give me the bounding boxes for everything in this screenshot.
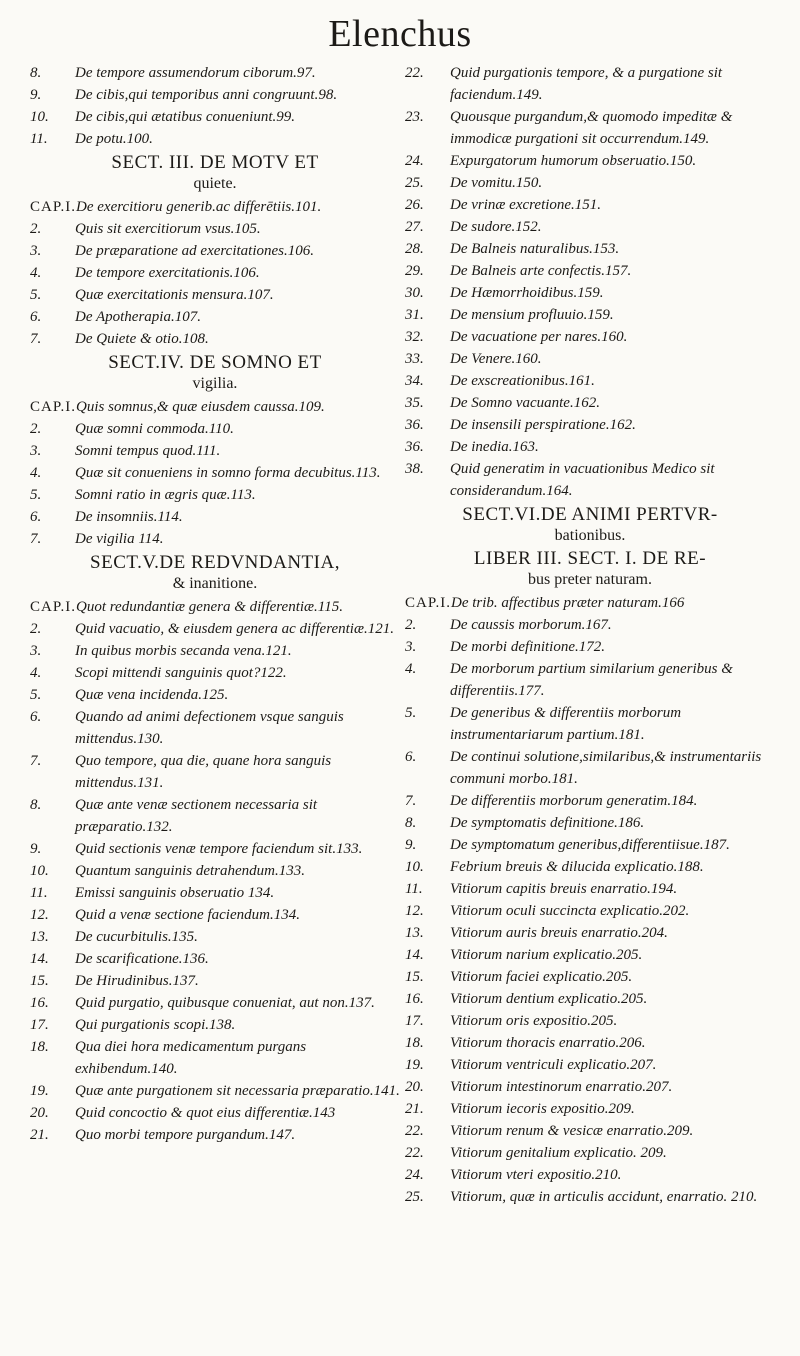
entry-title: Vitiorum faciei explicatio.205. <box>450 969 633 985</box>
page-title: Elenchus <box>328 13 472 55</box>
entry-title: Quis somnus,& quæ eiusdem caussa.109. <box>76 399 325 415</box>
entry-number: 20. <box>405 1079 424 1095</box>
toc-entry <box>405 260 775 282</box>
entry-number: 34. <box>405 373 424 389</box>
toc-entry <box>30 992 400 1014</box>
entry-number: CAP.I. <box>405 595 452 611</box>
toc-entry <box>30 306 400 328</box>
entry-number: 23. <box>405 109 424 125</box>
entry-number: 2. <box>405 617 417 633</box>
entry-title: Quid sectionis venæ tempore faciendum sit.133. <box>75 841 363 857</box>
toc-entry <box>405 414 775 436</box>
entry-title: De exercitioru generib.ac differētiis.101. <box>76 199 322 215</box>
entry-title: Qua diei hora medicamentum purgans exhibendum.140. <box>75 1039 307 1077</box>
toc-entry <box>30 84 400 106</box>
toc-entry <box>405 988 775 1010</box>
chapter-entry <box>405 592 775 614</box>
entry-number: 9. <box>30 841 42 857</box>
entry-title: Somni ratio in ægris quæ.113. <box>75 487 256 503</box>
entry-number: 18. <box>30 1039 49 1055</box>
toc-entry <box>30 1036 400 1080</box>
entry-number: 20. <box>30 1105 49 1121</box>
entry-title: Vitiorum genitalium explicatio. 209. <box>450 1145 667 1161</box>
entry-number: 21. <box>405 1101 424 1117</box>
entry-title: Vitiorum thoracis enarratio.206. <box>450 1035 646 1051</box>
entry-title: Expurgatorum humorum obseruatio.150. <box>450 153 697 169</box>
section-heading-continuation: & inanitione. <box>172 575 258 592</box>
toc-entry <box>30 882 400 904</box>
entry-number: 9. <box>405 837 417 853</box>
entry-title: De cucurbitulis.135. <box>75 929 198 945</box>
toc-entry <box>405 636 775 658</box>
entry-title: Qui purgationis scopi.138. <box>75 1017 236 1033</box>
entry-number: 14. <box>405 947 424 963</box>
toc-entry <box>405 790 775 812</box>
entry-title: De Venere.160. <box>450 351 542 367</box>
entry-number: 28. <box>405 241 424 257</box>
toc-entry <box>30 948 400 970</box>
entry-title: De vomitu.150. <box>450 175 543 191</box>
entry-number: 31. <box>405 307 424 323</box>
entry-title: Vitiorum narium explicatio.205. <box>450 947 643 963</box>
toc-entry <box>30 328 400 350</box>
entry-number: 12. <box>405 903 424 919</box>
entry-title: De symptomatis definitione.186. <box>450 815 645 831</box>
toc-entry <box>30 904 400 926</box>
toc-entry <box>30 484 400 506</box>
entry-number: 22. <box>405 1123 424 1139</box>
toc-entry <box>30 926 400 948</box>
chapter-entry <box>30 396 400 418</box>
entry-title: Quæ ante purgationem sit necessaria præparatio.141. <box>75 1083 400 1099</box>
entry-number: 5. <box>405 705 417 721</box>
entry-number: 7. <box>30 753 42 769</box>
entry-number: 11. <box>30 131 48 147</box>
entry-number: 3. <box>30 243 42 259</box>
entry-number: 5. <box>30 287 42 303</box>
section-heading: SECT.IV. DE SOMNO ET <box>108 352 322 373</box>
toc-entry <box>405 746 775 790</box>
chapter-entry <box>30 596 400 618</box>
toc-entry <box>405 458 775 502</box>
toc-entry <box>405 614 775 636</box>
entry-number: 2. <box>30 421 42 437</box>
entry-number: 5. <box>30 687 42 703</box>
entry-number: 4. <box>30 465 42 481</box>
toc-entry <box>30 240 400 262</box>
right-column <box>405 62 775 1208</box>
toc-entry <box>30 528 400 550</box>
entry-title: De tempore exercitationis.106. <box>75 265 260 281</box>
toc-entry <box>30 706 400 750</box>
entry-title: Quid concoctio & quot eius differentiæ.143 <box>75 1105 336 1121</box>
entry-title: Quid generatim in vacuationibus Medico sit considerandum.164. <box>450 461 715 499</box>
entry-title: Quid vacuatio, & eiusdem genera ac differentiæ.121. <box>75 621 394 637</box>
entry-number: 35. <box>405 395 424 411</box>
section-heading: SECT.VI.DE ANIMI PERTVR- <box>462 504 718 525</box>
entry-number: 30. <box>405 285 424 301</box>
entry-title: De inedia.163. <box>450 439 539 455</box>
entry-title: De exscreationibus.161. <box>450 373 595 389</box>
entry-title: Somni tempus quod.111. <box>75 443 221 459</box>
toc-entry <box>30 618 400 640</box>
entry-title: De Apotherapia.107. <box>75 309 201 325</box>
entry-number: 7. <box>30 531 42 547</box>
toc-entry <box>405 878 775 900</box>
entry-title: Quæ sit conueniens in somno forma decubitus.113. <box>75 465 381 481</box>
entry-title: De trib. affectibus præter naturam.166 <box>451 595 685 611</box>
toc-entry <box>405 150 775 172</box>
toc-entry <box>30 684 400 706</box>
entry-title: In quibus morbis secanda vena.121. <box>75 643 292 659</box>
toc-entry <box>405 172 775 194</box>
entry-number: CAP.I. <box>30 399 77 415</box>
toc-entry <box>30 1014 400 1036</box>
entry-number: 7. <box>30 331 42 347</box>
entry-number: 19. <box>405 1057 424 1073</box>
toc-entry <box>30 838 400 860</box>
entry-title: Febrium breuis & dilucida explicatio.188. <box>450 859 704 875</box>
toc-entry <box>405 238 775 260</box>
entry-title: De mensium profluuio.159. <box>450 307 614 323</box>
toc-entry <box>405 1076 775 1098</box>
entry-title: Quo morbi tempore purgandum.147. <box>75 1127 296 1143</box>
entry-number: 4. <box>30 265 42 281</box>
entry-number: 8. <box>405 815 417 831</box>
entry-number: 16. <box>405 991 424 1007</box>
entry-number: 6. <box>30 309 42 325</box>
entry-title: Vitiorum renum & vesicæ enarratio.209. <box>450 1123 694 1139</box>
entry-number: 15. <box>30 973 49 989</box>
toc-entry <box>405 1010 775 1032</box>
entry-title: De Balneis arte confectis.157. <box>450 263 632 279</box>
entry-title: Vitiorum auris breuis enarratio.204. <box>450 925 668 941</box>
entry-number: 36. <box>405 417 424 433</box>
entry-number: 22. <box>405 1145 424 1161</box>
entry-title: De symptomatum generibus,differentiisue.187. <box>450 837 730 853</box>
entry-number: 27. <box>405 219 424 235</box>
toc-entry <box>405 304 775 326</box>
entry-number: 3. <box>405 639 417 655</box>
entry-title: Vitiorum, quæ in articulis accidunt, enarratio. 210. <box>450 1189 758 1205</box>
entry-title: De generibus & differentiis morborum instrumentariarum partium.181. <box>450 705 682 743</box>
chapter-entry <box>30 196 400 218</box>
entry-number: 25. <box>405 1189 424 1205</box>
entry-number: 14. <box>30 951 49 967</box>
entry-title: De potu.100. <box>75 131 153 147</box>
toc-entry <box>30 640 400 662</box>
toc-entry <box>405 370 775 392</box>
toc-entry <box>30 662 400 684</box>
toc-entry <box>405 812 775 834</box>
toc-entry <box>405 1098 775 1120</box>
toc-entry <box>405 216 775 238</box>
entry-title: Quot redundantiæ genera & differentiæ.115. <box>76 599 343 615</box>
entry-number: 24. <box>405 153 424 169</box>
entry-title: Quæ vena incidenda.125. <box>75 687 229 703</box>
entry-number: CAP.I. <box>30 599 77 615</box>
entry-number: 2. <box>30 221 42 237</box>
section-heading-continuation: vigilia. <box>192 375 238 392</box>
toc-entry <box>30 262 400 284</box>
entry-number: 24. <box>405 1167 424 1183</box>
entry-number: 38. <box>405 461 424 477</box>
entry-number: 11. <box>405 881 423 897</box>
entry-number: 13. <box>405 925 424 941</box>
entry-number: 9. <box>30 87 42 103</box>
entry-title: De scarificatione.136. <box>75 951 209 967</box>
entry-title: De vacuatione per nares.160. <box>450 329 628 345</box>
entry-number: 8. <box>30 797 42 813</box>
toc-entry <box>405 392 775 414</box>
entry-number: 11. <box>30 885 48 901</box>
entry-number: 2. <box>30 621 42 637</box>
entry-title: Vitiorum oculi succincta explicatio.202. <box>450 903 690 919</box>
entry-title: Quousque purgandum,& quomodo impeditæ & immodicæ purgationi sit occurrendum.149. <box>450 109 733 147</box>
toc-entry <box>405 658 775 702</box>
toc-entry <box>30 418 400 440</box>
entry-title: De insensili perspiratione.162. <box>450 417 636 433</box>
entry-number: 32. <box>405 329 424 345</box>
entry-number: 36. <box>405 439 424 455</box>
toc-entry <box>405 282 775 304</box>
entry-number: 4. <box>405 661 417 677</box>
entry-number: 16. <box>30 995 49 1011</box>
entry-title: Vitiorum capitis breuis enarratio.194. <box>450 881 678 897</box>
toc-entry <box>30 1102 400 1124</box>
entry-number: 26. <box>405 197 424 213</box>
entry-number: CAP.I. <box>30 199 77 215</box>
entry-title: Quid purgatio, quibusque conueniat, aut non.137. <box>75 995 375 1011</box>
entry-number: 6. <box>30 509 42 525</box>
entry-title: De præparatione ad exercitationes.106. <box>75 243 314 259</box>
toc-entry <box>405 326 775 348</box>
entry-number: 13. <box>30 929 49 945</box>
entry-title: Quæ ante venæ sectionem necessaria sit præparatio.132. <box>75 797 318 835</box>
entry-title: Quis sit exercitiorum vsus.105. <box>75 221 261 237</box>
entry-title: De insomniis.114. <box>75 509 183 525</box>
entry-number: 10. <box>30 109 49 125</box>
toc-entry <box>30 106 400 128</box>
entry-title: Vitiorum dentium explicatio.205. <box>450 991 648 1007</box>
entry-title: Quæ somni commoda.110. <box>75 421 234 437</box>
toc-entry <box>30 1080 400 1102</box>
entry-title: Vitiorum vteri expositio.210. <box>450 1167 622 1183</box>
toc-entry <box>30 750 400 794</box>
entry-title: Quid purgationis tempore, & a purgatione sit faciendum.149. <box>450 65 723 103</box>
entry-title: Quo tempore, qua die, quane hora sanguis mittendus.131. <box>75 753 332 791</box>
entry-number: 22. <box>405 65 424 81</box>
section-heading: SECT.V.DE REDVNDANTIA, <box>90 552 340 573</box>
toc-entry <box>405 1142 775 1164</box>
entry-number: 33. <box>405 351 424 367</box>
entry-number: 29. <box>405 263 424 279</box>
toc-entry <box>30 218 400 240</box>
entry-title: De Somno vacuante.162. <box>450 395 600 411</box>
entry-title: Quando ad animi defectionem vsque sanguis mittendus.130. <box>75 709 344 747</box>
entry-number: 25. <box>405 175 424 191</box>
entry-title: De vrinæ excretione.151. <box>450 197 602 213</box>
entry-number: 19. <box>30 1083 49 1099</box>
entry-title: De caussis morborum.167. <box>450 617 612 633</box>
entry-number: 3. <box>30 643 42 659</box>
toc-entry <box>405 1186 775 1208</box>
entry-title: De cibis,qui ætatibus conueniunt.99. <box>75 109 295 125</box>
entry-title: De Hirudinibus.137. <box>75 973 199 989</box>
entry-title: De morbi definitione.172. <box>450 639 605 655</box>
entry-title: Vitiorum ventriculi explicatio.207. <box>450 1057 657 1073</box>
toc-entry <box>405 194 775 216</box>
toc-entry <box>30 440 400 462</box>
entry-title: De sudore.152. <box>450 219 542 235</box>
section-heading-continuation: bationibus. <box>554 527 626 544</box>
toc-entry <box>30 128 400 150</box>
toc-entry <box>30 794 400 838</box>
toc-entry <box>405 1120 775 1142</box>
entry-title: Quantum sanguinis detrahendum.133. <box>75 863 305 879</box>
toc-entry <box>405 1032 775 1054</box>
entry-title: Emissi sanguinis obseruatio 134. <box>75 885 275 901</box>
toc-entry <box>30 860 400 882</box>
entry-title: De continui solutione,similaribus,& instrumentariis communi morbo.181. <box>450 749 762 787</box>
entry-title: De Hæmorrhoidibus.159. <box>450 285 604 301</box>
entry-number: 5. <box>30 487 42 503</box>
toc-entry <box>405 106 775 150</box>
entry-number: 17. <box>405 1013 424 1029</box>
entry-number: 12. <box>30 907 49 923</box>
entry-number: 6. <box>30 709 42 725</box>
toc-entry <box>30 62 400 84</box>
entry-number: 3. <box>30 443 42 459</box>
toc-entry <box>30 970 400 992</box>
entry-number: 17. <box>30 1017 49 1033</box>
entry-number: 8. <box>30 65 42 81</box>
toc-entry <box>405 702 775 746</box>
entry-title: De morborum partium similarium generibus & differentiis.177. <box>450 661 733 699</box>
entry-title: Quæ exercitationis mensura.107. <box>75 287 274 303</box>
toc-entry <box>30 462 400 484</box>
entry-title: De tempore assumendorum ciborum.97. <box>75 65 316 81</box>
toc-entry <box>405 856 775 878</box>
section-heading: LIBER III. SECT. I. DE RE- <box>473 548 707 569</box>
entry-number: 21. <box>30 1127 49 1143</box>
section-heading-continuation: quiete. <box>193 175 237 192</box>
toc-entry <box>405 900 775 922</box>
left-column <box>30 62 400 1146</box>
toc-entry <box>405 944 775 966</box>
section-heading: SECT. III. DE MOTV ET <box>111 152 319 173</box>
toc-entry <box>405 1164 775 1186</box>
toc-entry <box>405 1054 775 1076</box>
section-heading-continuation: bus preter naturam. <box>528 571 652 588</box>
entry-title: De cibis,qui temporibus anni congruunt.98. <box>75 87 338 103</box>
entry-number: 4. <box>30 665 42 681</box>
toc-entry <box>30 284 400 306</box>
toc-entry <box>405 436 775 458</box>
toc-entry <box>405 966 775 988</box>
toc-entry <box>405 348 775 370</box>
entry-title: Vitiorum oris expositio.205. <box>450 1013 618 1029</box>
toc-entry <box>30 506 400 528</box>
entry-number: 10. <box>30 863 49 879</box>
entry-number: 7. <box>405 793 417 809</box>
toc-entry <box>405 834 775 856</box>
entry-title: De differentiis morborum generatim.184. <box>450 793 698 809</box>
entry-title: Vitiorum intestinorum enarratio.207. <box>450 1079 673 1095</box>
toc-entry <box>405 62 775 106</box>
entry-title: Scopi mittendi sanguinis quot?122. <box>75 665 287 681</box>
entry-title: De Quiete & otio.108. <box>75 331 209 347</box>
toc-entry <box>30 1124 400 1146</box>
entry-number: 15. <box>405 969 424 985</box>
entry-number: 10. <box>405 859 424 875</box>
entry-title: Quid a venæ sectione faciendum.134. <box>75 907 300 923</box>
entry-title: De Balneis naturalibus.153. <box>450 241 620 257</box>
entry-title: Vitiorum iecoris expositio.209. <box>450 1101 635 1117</box>
entry-number: 18. <box>405 1035 424 1051</box>
entry-title: De vigilia 114. <box>75 531 164 547</box>
entry-number: 6. <box>405 749 417 765</box>
toc-entry <box>405 922 775 944</box>
